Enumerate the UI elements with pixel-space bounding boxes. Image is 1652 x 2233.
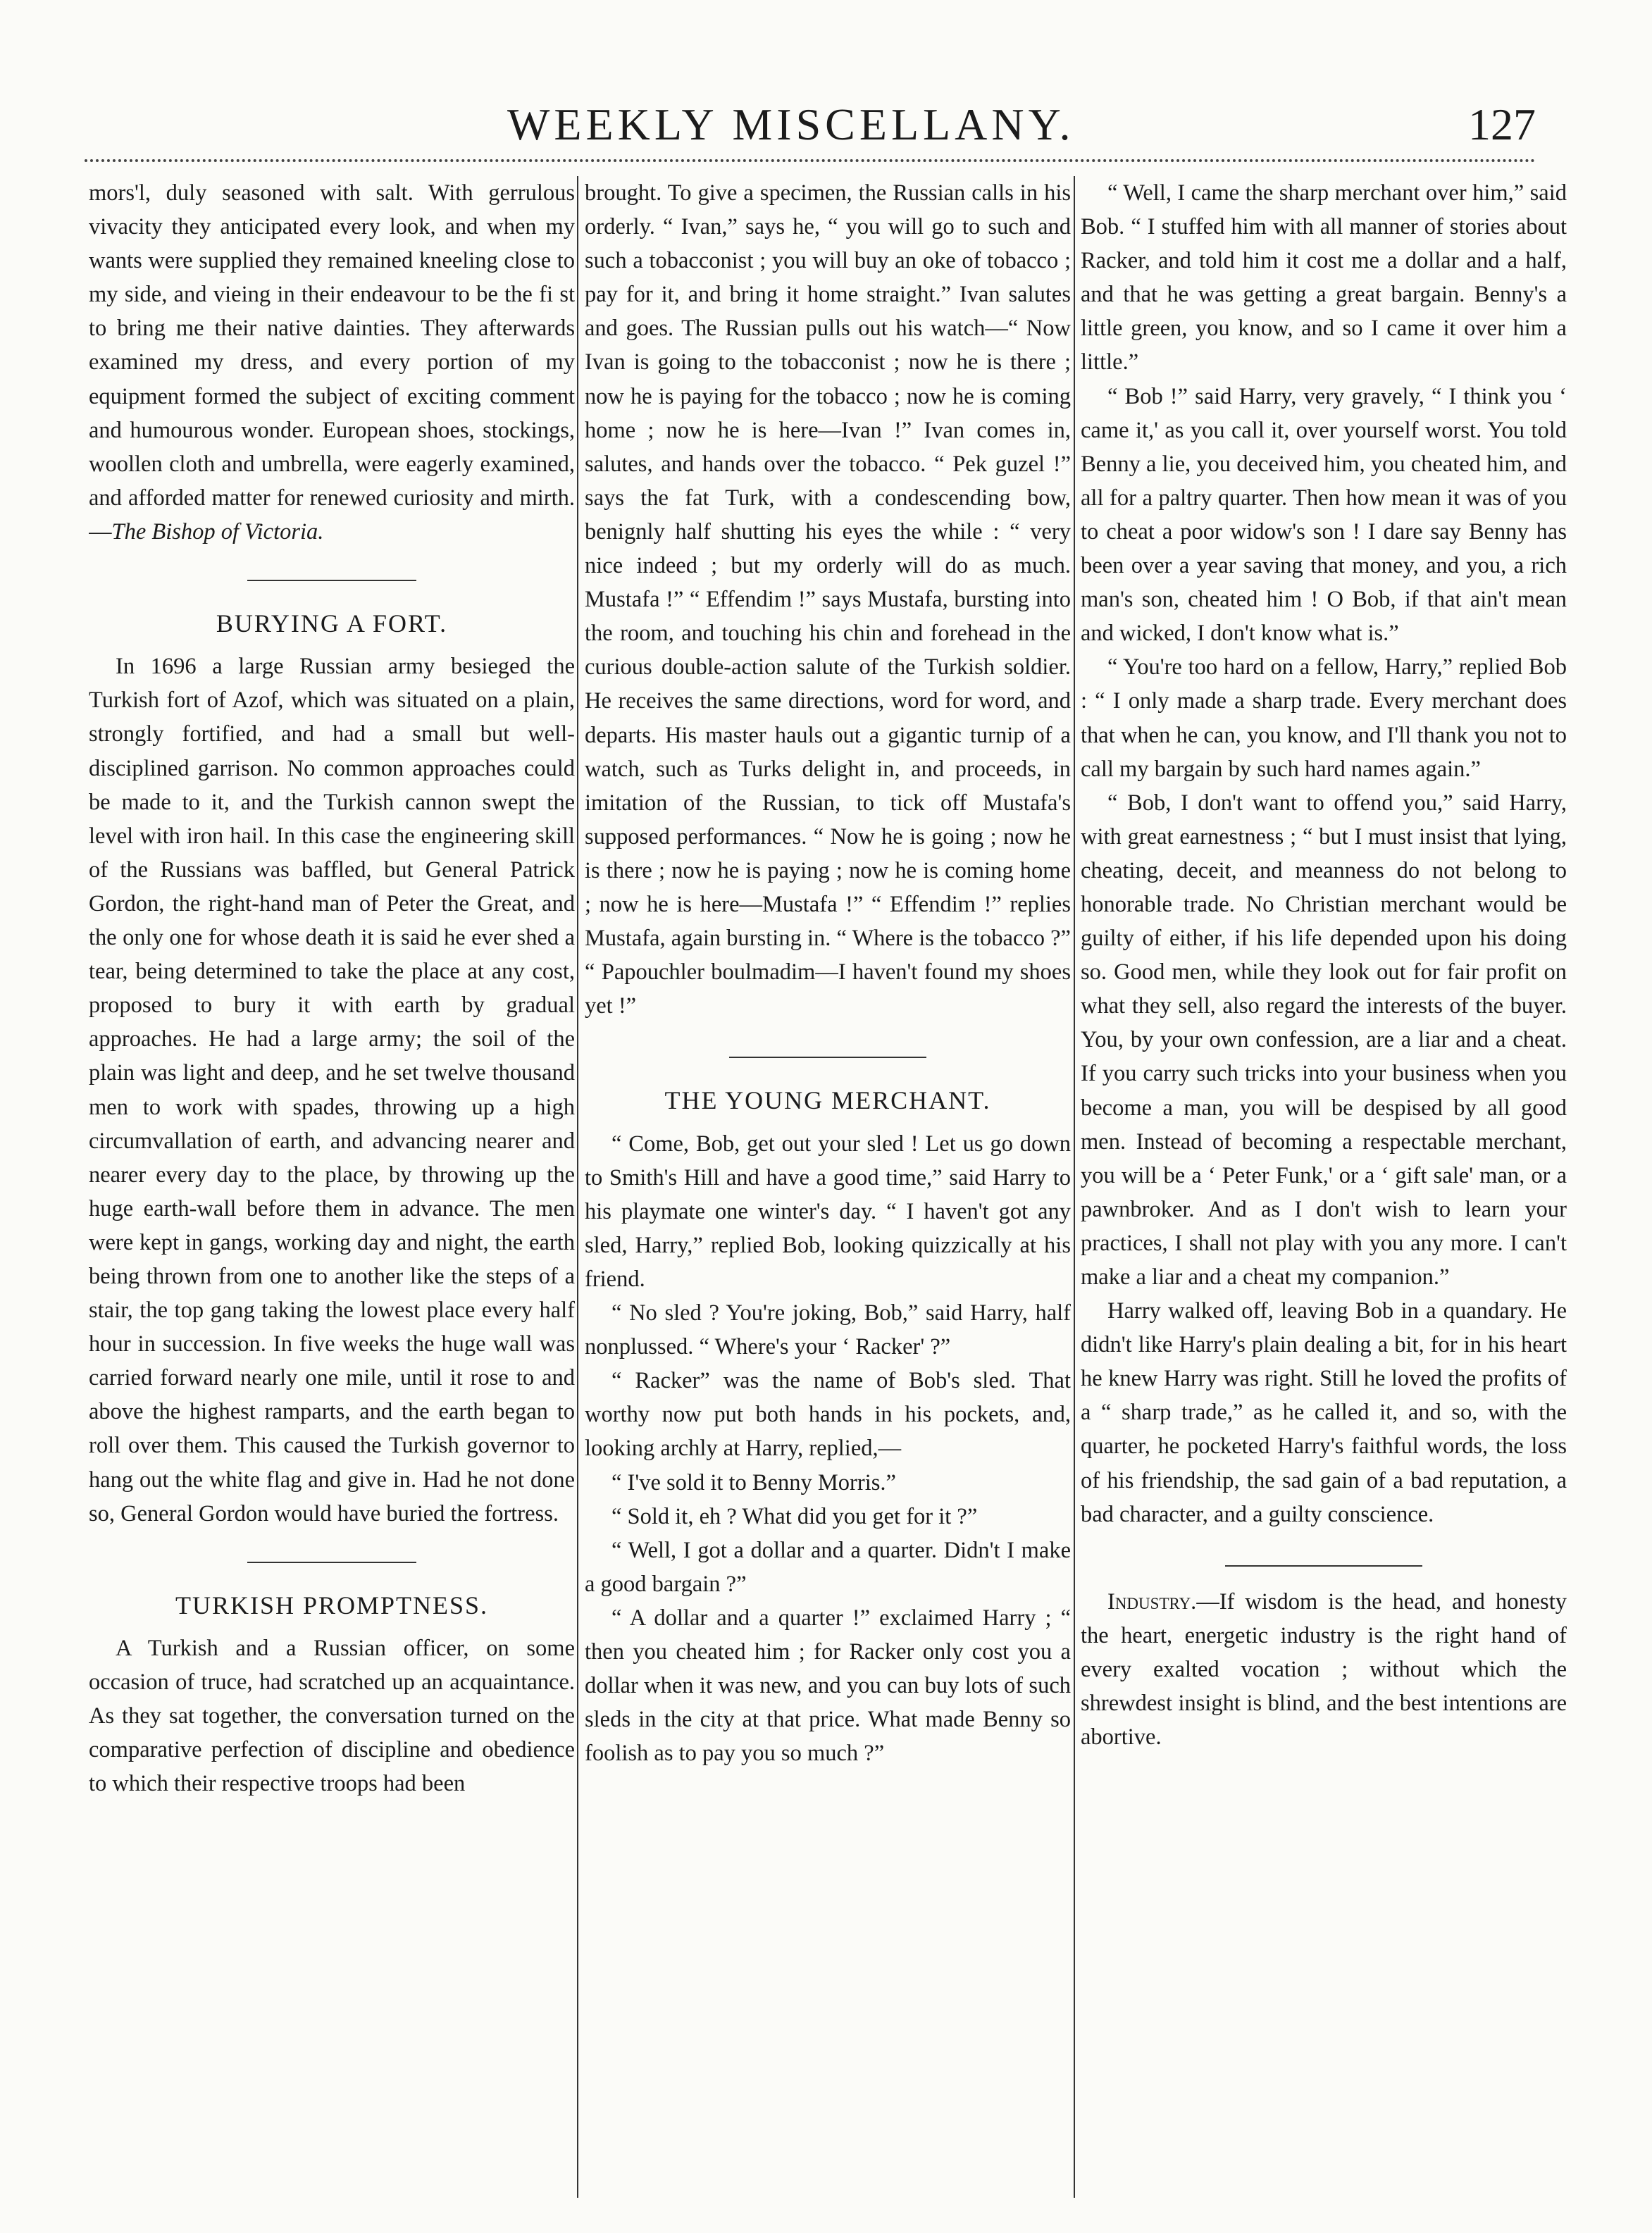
- burying-fort-heading: BURYING A FORT.: [216, 609, 448, 638]
- intro-attribution: The Bishop of Victoria.: [111, 518, 324, 545]
- industry-label: Industry.: [1107, 1588, 1197, 1615]
- merchant-paragraph: “ Racker” was the name of Bob's sled. That worthy now put both hands in his pockets, and, looking archly at Harry, replied,—: [585, 1368, 1071, 1462]
- masthead-title: WEEKLY MISCELLANY.: [507, 99, 1075, 149]
- merchant-paragraph: “ Well, I came the sharp merchant over him,” said Bob. “ I stuffed him with all manner of stories about Racker, and told him it cost me a dollar and a half, and that he was getting a great bargain. Benny's a little green, you know, and so I came it over him a little.”: [1081, 180, 1567, 375]
- burying-fort-text: In 1696 a large Russian army besieged the Turkish fort of Azof, which was situated on a plain, strongly fortified, and had a small but well-disciplined garrison. No common approaches could be made to it, and the Turkish cannon swept the level with iron hail. In this case the engineering skill of the Russians was baffled, but General Patrick Gordon, the right-hand man of Peter the Great, and the only one for whose death it is said he ever shed a tear, being determined to take the place at any cost, proposed to bury it with earth by gradual approaches. He had a large army; the soil of the plain was light and deep, and he set twelve thousand men to work with spades, throwing up a high circumvallation of earth, and advancing nearer and nearer every day to the place, by throwing up the huge earth-wall before them in advance. The men were kept in gangs, working day and night, the earth being thrown from one to another like the steps of a stair, the top gang taking the lowest place every half hour in succession. In five weeks the huge wall was carried forward nearly one mile, until it rose to and above the highest ramparts, and the earth began to roll over them. This caused the Turkish governor to hang out the white flag and give in. Had he not done so, General Gordon would have buried the fortress.: [89, 654, 575, 1526]
- header-dotted-rule: [85, 159, 1536, 162]
- merchant-paragraph: “ Bob !” said Harry, very gravely, “ I think you ‘ came it,' as you call it, over yourself worst. You told Benny a lie, you deceived him, you cheated him, and all for a paltry quarter. Then how mean it was of you to cheat a poor widow's son ! I dare say Benny has been over a year saving that money, and you, a rich man's son, cheated him ! O Bob, if that ain't mean and wicked, I don't know what is.”: [1081, 383, 1567, 647]
- section-rule: [729, 1057, 926, 1058]
- column-1: [89, 176, 575, 2198]
- section-rule: [247, 580, 416, 581]
- merchant-paragraph: “ No sled ? You're joking, Bob,” said Harry, half nonplussed. “ Where's your ‘ Racker' ?”: [585, 1300, 1071, 1360]
- column-3: [1081, 176, 1567, 2198]
- merchant-paragraph: “ A dollar and a quarter !” exclaimed Harry ; “ then you cheated him ; for Racker only cost you a dollar when it was new, and you can buy lots of such sleds in the city at that price. What made Benny so foolish as to pay you so much ?”: [585, 1605, 1071, 1767]
- merchant-paragraph: Harry walked off, leaving Bob in a quandary. He didn't like Harry's plain dealing a bit, for in his heart he knew Harry was right. Still he loved the profits of a “ sharp trade,” as he called it, and so, with the quarter, he pocketed Harry's faithful words, the loss of his friendship, the sad gain of a bad reputation, a bad character, and a guilty conscience.: [1081, 1298, 1567, 1527]
- turkish-promptness-text: A Turkish and a Russian officer, on some occasion of truce, had scratched up an acquaintance. As they sat together, the conversation turned on the comparative perfection of discipline and obedience to which their respective troops had been: [89, 1636, 575, 1797]
- section-rule: [247, 1562, 416, 1563]
- page-header: [85, 99, 1536, 155]
- column-divider-1: [577, 176, 578, 2198]
- page-number: 127: [1468, 99, 1536, 149]
- young-merchant-heading: THE YOUNG MERCHANT.: [664, 1086, 991, 1115]
- merchant-paragraph: “ I've sold it to Benny Morris.”: [611, 1469, 896, 1495]
- column-divider-2: [1074, 176, 1075, 2198]
- industry-text: —If wisdom is the head, and honesty the heart, energetic industry is the right hand of every exalted vocation ; without which the shrewdest insight is blind, and the best intentions are abortive.: [1081, 1588, 1567, 1750]
- turkish-promptness-heading: TURKISH PROMPTNESS.: [175, 1591, 489, 1619]
- intro-text: mors'l, duly seasoned with salt. With gerrulous vivacity they anticipated every look, and when my wants were supplied they remained kneeling close to my side, and vieing in their endeavour to be the fi st to bring me their native dainties. They afterwards examined my dress, and every portion of my equipment formed the subject of exciting comment and humourous wonder. European shoes, stockings, woollen cloth and umbrella, were eagerly examined, and afforded matter for renewed curiosity and mirth.—: [89, 180, 575, 545]
- turkish-promptness-continued: brought. To give a specimen, the Russian calls in his orderly. “ Ivan,” says he, “ you will go to such and such a tobacconist ; you will buy an oke of tobacco ; pay for it, and bring it home straight.” Ivan salutes and goes. The Russian pulls out his watch—“ Now Ivan is going to the tobacconist ; now he is there ; now he is paying for the tobacco ; now he is coming home ; now he is here—Ivan !” Ivan comes in, salutes, and hands over the tobacco. “ Pek guzel !” says the fat Turk, with a condescending bow, benignly half shutting his eyes the while : “ very nice indeed ; but my orderly will do as much. Mustafa !” “ Effendim !” says Mustafa, bursting into the room, and touching his chin and forehead in the curious double-action salute of the Turkish soldier. He receives the same directions, word for word, and departs. His master hauls out a gigantic turnip of a watch, such as Turks delight in, and proceeds, in imitation of the Russian, to tick off Mustafa's supposed performances. “ Now he is going ; now he is there ; now he is paying ; now he is coming home ; now he is here—Mustafa !” “ Effendim !” replies Mustafa, again bursting in. “ Where is the tobacco ?” “ Papouchler boulmadim—I haven't found my shoes yet !”: [585, 180, 1071, 1019]
- column-2: [585, 176, 1071, 2198]
- section-rule: [1225, 1565, 1422, 1567]
- intro-paragraph: [89, 176, 575, 549]
- merchant-paragraph: “ Bob, I don't want to offend you,” said Harry, with great earnestness ; “ but I must insist that lying, cheating, deceit, and meanness do not belong to honorable trade. No Christian merchant would be guilty of either, if his life depended upon his doing so. Good men, while they look out for fair profit on what they sell, also regard the interests of the buyer. You, by your own confession, are a liar and a cheat. If you carry such tricks into your business when you become a man, you will be despised by all good men. Instead of becoming a respectable merchant, you will be a ‘ Peter Funk,' or a ‘ gift sale' man, or a pawnbroker. And as I don't wish to learn your practices, I shall not play with you any more. I can't make a liar and a cheat my companion.”: [1081, 790, 1567, 1290]
- merchant-paragraph: “ Come, Bob, get out your sled ! Let us go down to Smith's Hill and have a good time,” said Harry to his playmate one winter's day. “ I haven't got any sled, Harry,” replied Bob, looking quizzically at his friend.: [585, 1131, 1071, 1292]
- merchant-paragraph: “ You're too hard on a fellow, Harry,” replied Bob : “ I only made a sharp trade. Every merchant does that when he can, you know, and I'll thank you not to call my bargain by such hard names again.”: [1081, 654, 1567, 782]
- merchant-paragraph: “ Sold it, eh ? What did you get for it ?”: [611, 1503, 978, 1529]
- industry-paragraph: [1081, 1585, 1567, 1754]
- merchant-paragraph: “ Well, I got a dollar and a quarter. Didn't I make a good bargain ?”: [585, 1537, 1071, 1597]
